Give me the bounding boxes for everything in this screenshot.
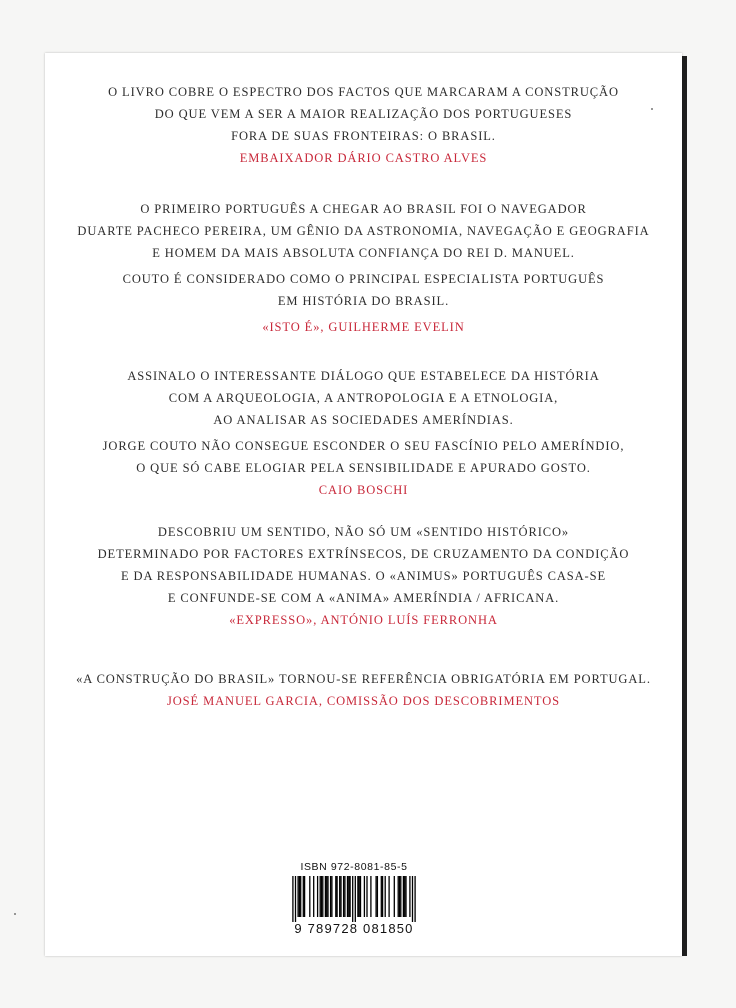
- barcode-bar: [398, 876, 399, 917]
- barcode-bar: [317, 876, 318, 917]
- quote-line: «A CONSTRUÇÃO DO BRASIL» TORNOU-SE REFERÊNCIA OBRIGATÓRIA EM PORTUGAL.: [76, 672, 651, 686]
- barcode-bar: [343, 876, 344, 917]
- barcode-bar: [377, 876, 378, 917]
- quote-5: [45, 668, 682, 712]
- quote-attribution: EMBAIXADOR DÁRIO CASTRO ALVES: [239, 151, 488, 165]
- barcode-bar: [375, 876, 376, 917]
- barcode-bar: [335, 876, 336, 917]
- quote-attribution: «ISTO É», GUILHERME EVELIN: [262, 320, 465, 334]
- barcode-bar: [388, 876, 389, 917]
- barcode-bar: [399, 876, 400, 917]
- barcode-bar: [366, 876, 367, 917]
- quote-line: E HOMEM DA MAIS ABSOLUTA CONFIANÇA DO REI D. MANUEL.: [152, 246, 575, 260]
- quote-line: DESCOBRIU UM SENTIDO, NÃO SÓ UM «SENTIDO HISTÓRICO»: [157, 525, 570, 539]
- barcode-bar: [382, 876, 383, 917]
- quote-2: [45, 198, 682, 338]
- barcode-bar: [355, 876, 356, 922]
- barcode-bar: [331, 876, 332, 917]
- barcode-bar: [344, 876, 345, 917]
- quote-attribution: «EXPRESSO», ANTÓNIO LUÍS FERRONHA: [229, 613, 498, 627]
- quote-line: DUARTE PACHECO PEREIRA, UM GÊNIO DA ASTRONOMIA, NAVEGAÇÃO E GEOGRAFIA: [77, 224, 650, 238]
- quote-line: JORGE COUTO NÃO CONSEGUE ESCONDER O SEU FASCÍNIO PELO AMERÍNDIO,: [102, 439, 625, 453]
- barcode-bar: [330, 876, 331, 917]
- barcode-bar: [300, 876, 301, 917]
- barcode-bar: [359, 876, 360, 917]
- quote-line: E CONFUNDE-SE COM A «ANIMA» AMERÍNDIA / AFRICANA.: [167, 591, 560, 605]
- quote-line: O LIVRO COBRE O ESPECTRO DOS FACTOS QUE MARCARAM A CONSTRUÇÃO: [108, 85, 619, 99]
- barcode-bar: [320, 876, 321, 917]
- barcode-bar: [325, 876, 326, 917]
- isbn-label: ISBN 972-8081-85-5: [300, 861, 408, 873]
- barcode-bar: [357, 876, 358, 917]
- barcode-bar: [405, 876, 406, 917]
- barcode-bar: [297, 876, 298, 917]
- barcode-bar: [327, 876, 328, 917]
- quote-line: O PRIMEIRO PORTUGUÊS A CHEGAR AO BRASIL FOI O NAVEGADOR: [140, 202, 587, 216]
- barcode-bar: [321, 876, 322, 917]
- quote-1: [45, 81, 682, 169]
- barcode-bar: [364, 876, 365, 917]
- barcode-bar: [370, 876, 371, 917]
- barcode-bar: [403, 876, 404, 917]
- barcode-bar: [409, 876, 410, 917]
- quote-line: COUTO É CONSIDERADO COMO O PRINCIPAL ESPECIALISTA PORTUGUÊS: [122, 272, 605, 286]
- quote-line: FORA DE SUAS FRONTEIRAS: O BRASIL.: [231, 129, 496, 143]
- quote-line: ASSINALO O INTERESSANTE DIÁLOGO QUE ESTABELECE DA HISTÓRIA: [127, 369, 600, 383]
- barcode-bar: [292, 876, 293, 922]
- barcode-bar: [360, 876, 361, 917]
- quote-line: EM HISTÓRIA DO BRASIL.: [277, 294, 450, 308]
- barcode-bar: [295, 876, 296, 922]
- quote-line: DETERMINADO POR FACTORES EXTRÍNSECOS, DE CRUZAMENTO DA CONDIÇÃO: [97, 547, 630, 561]
- quote-attribution: JOSÉ MANUEL GARCIA, COMISSÃO DOS DESCOBRIMENTOS: [166, 694, 561, 708]
- barcode-bar: [322, 876, 323, 917]
- quote-line: AO ANALISAR AS SOCIEDADES AMERÍNDIAS.: [213, 413, 514, 427]
- barcode-bar: [349, 876, 350, 917]
- barcode-bar: [394, 876, 395, 917]
- barcode-bar: [313, 876, 314, 917]
- barcode-bars: [286, 876, 422, 922]
- back-cover: [45, 53, 682, 956]
- barcode-bar: [299, 876, 300, 917]
- barcode-bar: [412, 876, 413, 922]
- barcode-bar: [381, 876, 382, 917]
- dust-speck: [651, 108, 653, 110]
- dust-speck: [14, 913, 16, 915]
- barcode-bar: [404, 876, 405, 917]
- quote-line: O QUE SÓ CABE ELOGIAR PELA SENSIBILIDADE E APURADO GOSTO.: [136, 461, 591, 475]
- barcode-bar: [336, 876, 337, 917]
- barcode-digits: 9 789728 081850: [294, 921, 414, 936]
- barcode-bar: [352, 876, 353, 922]
- barcode-bar: [385, 876, 386, 917]
- quote-line: COM A ARQUEOLOGIA, A ANTROPOLOGIA E A ETNOLOGIA,: [168, 391, 559, 405]
- quote-line: E DA RESPONSABILIDADE HUMANAS. O «ANIMUS» PORTUGUÊS CASA-SE: [120, 569, 607, 583]
- quote-attribution: CAIO BOSCHI: [318, 483, 409, 497]
- barcode-bar: [303, 876, 304, 917]
- barcode-bar: [309, 876, 310, 917]
- barcode-bar: [304, 876, 305, 917]
- barcode-bar: [414, 876, 415, 922]
- quote-3: [45, 365, 682, 501]
- barcode-bar: [339, 876, 340, 917]
- barcode-bar: [347, 876, 348, 917]
- barcode-bar: [340, 876, 341, 917]
- barcode-bar: [348, 876, 349, 917]
- quote-line: DO QUE VEM A SER A MAIOR REALIZAÇÃO DOS PORTUGUESES: [154, 107, 573, 121]
- barcode-bar: [400, 876, 401, 917]
- quote-4: [45, 521, 682, 631]
- barcode-bar: [326, 876, 327, 917]
- barcode: [286, 876, 422, 922]
